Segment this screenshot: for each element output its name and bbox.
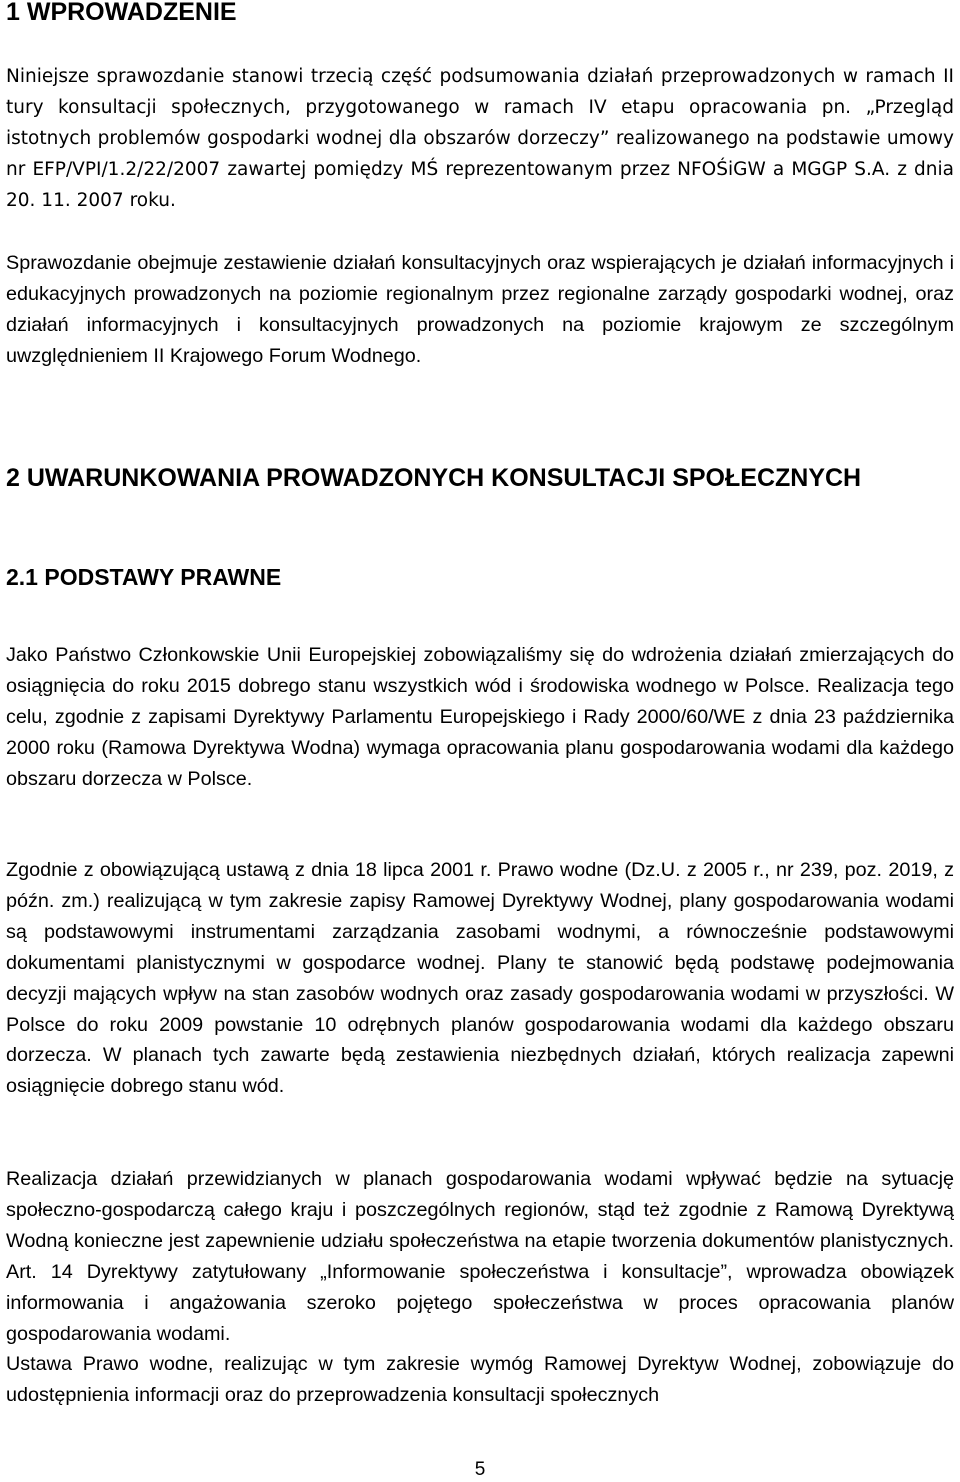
intro-paragraph-2: Sprawozdanie obejmuje zestawienie działań konsultacyjnych oraz wspierających je działań informacyjnych i edukacyjnych prowadzonych na poziomie regionalnym przez regionalne zarządy gospodarki wodnej, oraz działań informacyjnych i konsultacyjnych prowadzonych na poziomie krajowym ze szczególnym uwzględnieniem II Krajowego Forum Wodnego. — [6, 252, 954, 367]
heading-uwarunkowania: 2 UWARUNKOWANIA PROWADZONYCH KONSULTACJI SPOŁECZNYCH — [6, 464, 862, 492]
heading-wprowadzenie: 1 WPROWADZENIE — [6, 0, 237, 26]
section-paragraph-2: Zgodnie z obowiązującą ustawą z dnia 18 lipca 2001 r. Prawo wodne (Dz.U. z 2005 r., nr 239, poz. 2019, z późn. zm.) realizującą w tym zakresie zapisy Ramowej Dyrektywy Wodnej, plany gospodarowania wodami są podstawowymi instrumentami zarządzania zasobami wodnymi, a równocześnie podstawowymi dokumentami planistycznymi w gospodarce wodnej. Plany te stanowić będą podstawę podejmowania decyzji mających wpływ na stan zasobów wodnych oraz zasady gospodarowania wodami w przyszłości. W Polsce do roku 2009 powstanie 10 odrębnych planów gospodarowania wodami dla każdego obszaru dorzecza. W planach tych zawarte będą zestawienia niezbędnych działań, których realizacja zapewni osiągnięcie dobrego stanu wód. — [6, 859, 954, 1098]
section-paragraph-group — [6, 1164, 954, 1411]
intro-paragraph-1: Niniejsze sprawozdanie stanowi trzecią część podsumowania działań przeprowadzonych w ramach II tury konsultacji społecznych, przygotowanego w ramach IV etapu opracowania pn. „Przegląd istotnych problemów gospodarki wodnej dla obszarów dorzeczy” realizowanego na podstawie umowy nr EFP/VPI/1.2/22/2007 zawartej pomiędzy MŚ reprezentowanym przez NFOŚiGW a MGGP S.A. z dnia 20. 11. 2007 roku. — [6, 66, 954, 211]
page-number: 5 — [474, 1459, 486, 1480]
section-paragraph-4: Ustawa Prawo wodne, realizując w tym zakresie wymóg Ramowej Dyrektyw Wodnej, zobowiązuje do udostępnienia informacji oraz do przeprowadzenia konsultacji społecznych — [6, 1353, 954, 1407]
section-paragraph-1: Jako Państwo Członkowskie Unii Europejskiej zobowiązaliśmy się do wdrożenia działań zmierzających do osiągnięcia do roku 2015 dobrego stanu wszystkich wód i środowiska wodnego w Polsce. Realizacja tego celu, zgodnie z zapisami Dyrektywy Parlamentu Europejskiego i Rady 2000/60/WE z dnia 23 października 2000 roku (Ramowa Dyrektywa Wodna) wymaga opracowania planu gospodarowania wodami dla każdego obszaru dorzecza w Polsce. — [6, 644, 954, 790]
section-paragraph-3: Realizacja działań przewidzianych w planach gospodarowania wodami wpływać będzie na sytuację społeczno-gospodarczą całego kraju i poszczególnych regionów, stąd też zgodnie z Ramową Dyrektywą Wodną konieczne jest zapewnienie udziału społeczeństwa na etapie tworzenia dokumentów planistycznych. Art. 14 Dyrektywy zatytułowany „Informowanie społeczeństwa i konsultacje”, wprowadza obowiązek informowania i angażowania szeroko pojętego społeczeństwa w proces opracowania planów gospodarowania wodami. — [6, 1168, 954, 1345]
heading-podstawy-prawne: 2.1 PODSTAWY PRAWNE — [6, 564, 282, 590]
